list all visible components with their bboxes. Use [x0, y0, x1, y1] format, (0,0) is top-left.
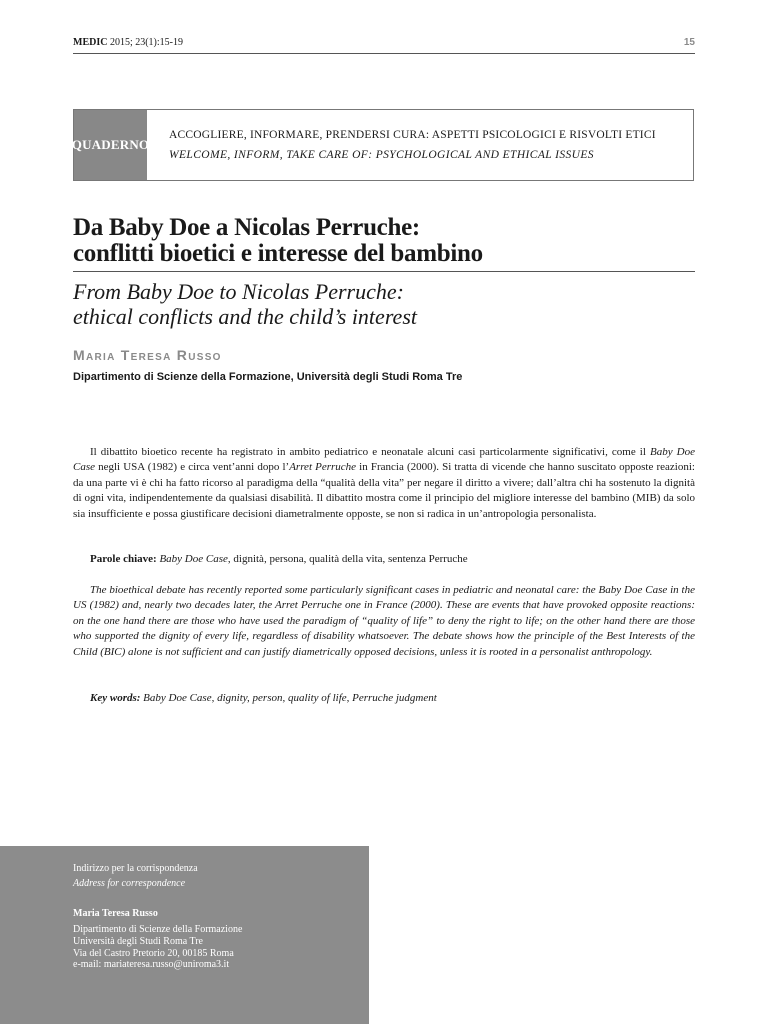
correspondence-line-3: Via del Castro Pretorio 20, 00185 Roma: [73, 948, 234, 959]
page-number: 15: [683, 37, 695, 48]
running-header: [73, 37, 695, 53]
title-divider: [73, 271, 695, 272]
correspondence-label-en: Address for correspondence: [73, 878, 186, 889]
abstract-it-text-1: Il dibattito bioetico recente ha registrato in ambito pediatrico e neonatale alcuni casi particolarmente significativi, come il: [90, 446, 650, 458]
abstract-it-emph-1: Baby Doe Case: [73, 446, 695, 474]
journal-name: MEDIC: [73, 37, 108, 48]
abstract-it-emph-2: Arret Perruche: [289, 461, 357, 474]
keywords-en-label: Key words:: [90, 692, 141, 704]
title-en-line-2: ethical conflicts and the child’s interest: [73, 304, 417, 329]
section-title-en: WELCOME, INFORM, TAKE CARE OF: PSYCHOLOGICAL AND ETHICAL ISSUES: [169, 149, 594, 161]
abstract-italian: [73, 445, 695, 522]
section-tag: QUADERNO: [74, 110, 147, 180]
section-title-it: ACCOGLIERE, INFORMARE, PRENDERSI CURA: ASPETTI PSICOLOGICI E RISVOLTI ETICI: [169, 129, 656, 141]
keywords-en-list: Baby Doe Case, dignity, person, quality of life, Perruche judgment: [143, 692, 437, 704]
correspondence-label-it: Indirizzo per la corrispondenza: [73, 863, 198, 874]
abstract-english: The bioethical debate has recently reported some particularly significant cases in pediatric and neonatal care: the Baby Doe Case in the US (1982) and, nearly two decades later, the Arret Perruche one in France (2000). These are events that have provoked opposite reactions: on the one hand there are those who have used the paradigm of “quality of life” to deny the right to life; on the other hand there are those who supported the dignity of every life, regardless of disability whatsoever. The debate shows how the principle of the Best Interests of the Child (BIC) alone is not sufficient and can justify diametrically opposed decisions, unless it is rooted in a personalist anthropology.: [73, 584, 695, 658]
correspondence-name: Maria Teresa Russo: [73, 908, 158, 919]
title-en-line-1: From Baby Doe to Nicolas Perruche:: [73, 279, 404, 304]
keywords-italian: [90, 553, 468, 565]
author-name: Maria Teresa Russo: [73, 347, 222, 363]
keywords-it-rest: , dignità, persona, qualità della vita, sentenza Perruche: [227, 553, 468, 565]
keywords-it-emph: Baby Doe Case: [159, 553, 228, 565]
title-it-line-2: conflitti bioetici e interesse del bambino: [73, 240, 483, 267]
abstract-it-text-3: in Francia (2000). Si tratta di vicende che hanno suscitato opposte reazioni: da una parte vi è chi ha fatto ricorso al paradigma della “qualità della vita” per negare il diritto a vivere; dall’altra chi ha sostenuto la dignità di ogni vita, indipendentemente da qualsiasi disabilità. Il dibattito mostra come il principio del migliore interesse del bambino (MIB) da solo sia insufficiente e possa giustificare decisioni diametralmente opposte, se non si radica in un’antropologia personalista.: [73, 461, 695, 520]
correspondence-box: [0, 846, 369, 1024]
correspondence-email: e-mail: mariateresa.russo@uniroma3.it: [73, 959, 230, 970]
correspondence-line-1: Dipartimento di Scienze della Formazione: [73, 924, 243, 935]
keywords-english: [90, 692, 437, 704]
citation: 2015; 23(1):15-19: [109, 37, 183, 48]
correspondence-line-2: Università degli Studi Roma Tre: [73, 936, 203, 947]
author-affiliation: Dipartimento di Scienze della Formazione, Università degli Studi Roma Tre: [73, 371, 463, 383]
article-title-en: [73, 279, 695, 329]
keywords-it-label: Parole chiave:: [90, 553, 157, 565]
section-box: [73, 109, 694, 181]
title-it-line-1: Da Baby Doe a Nicolas Perruche:: [73, 214, 420, 241]
article-title-it: [73, 215, 695, 267]
header-divider: [73, 53, 695, 54]
journal-citation: [73, 37, 183, 48]
abstract-it-text-2: negli USA (1982) e circa vent’anni dopo l’: [95, 461, 290, 474]
